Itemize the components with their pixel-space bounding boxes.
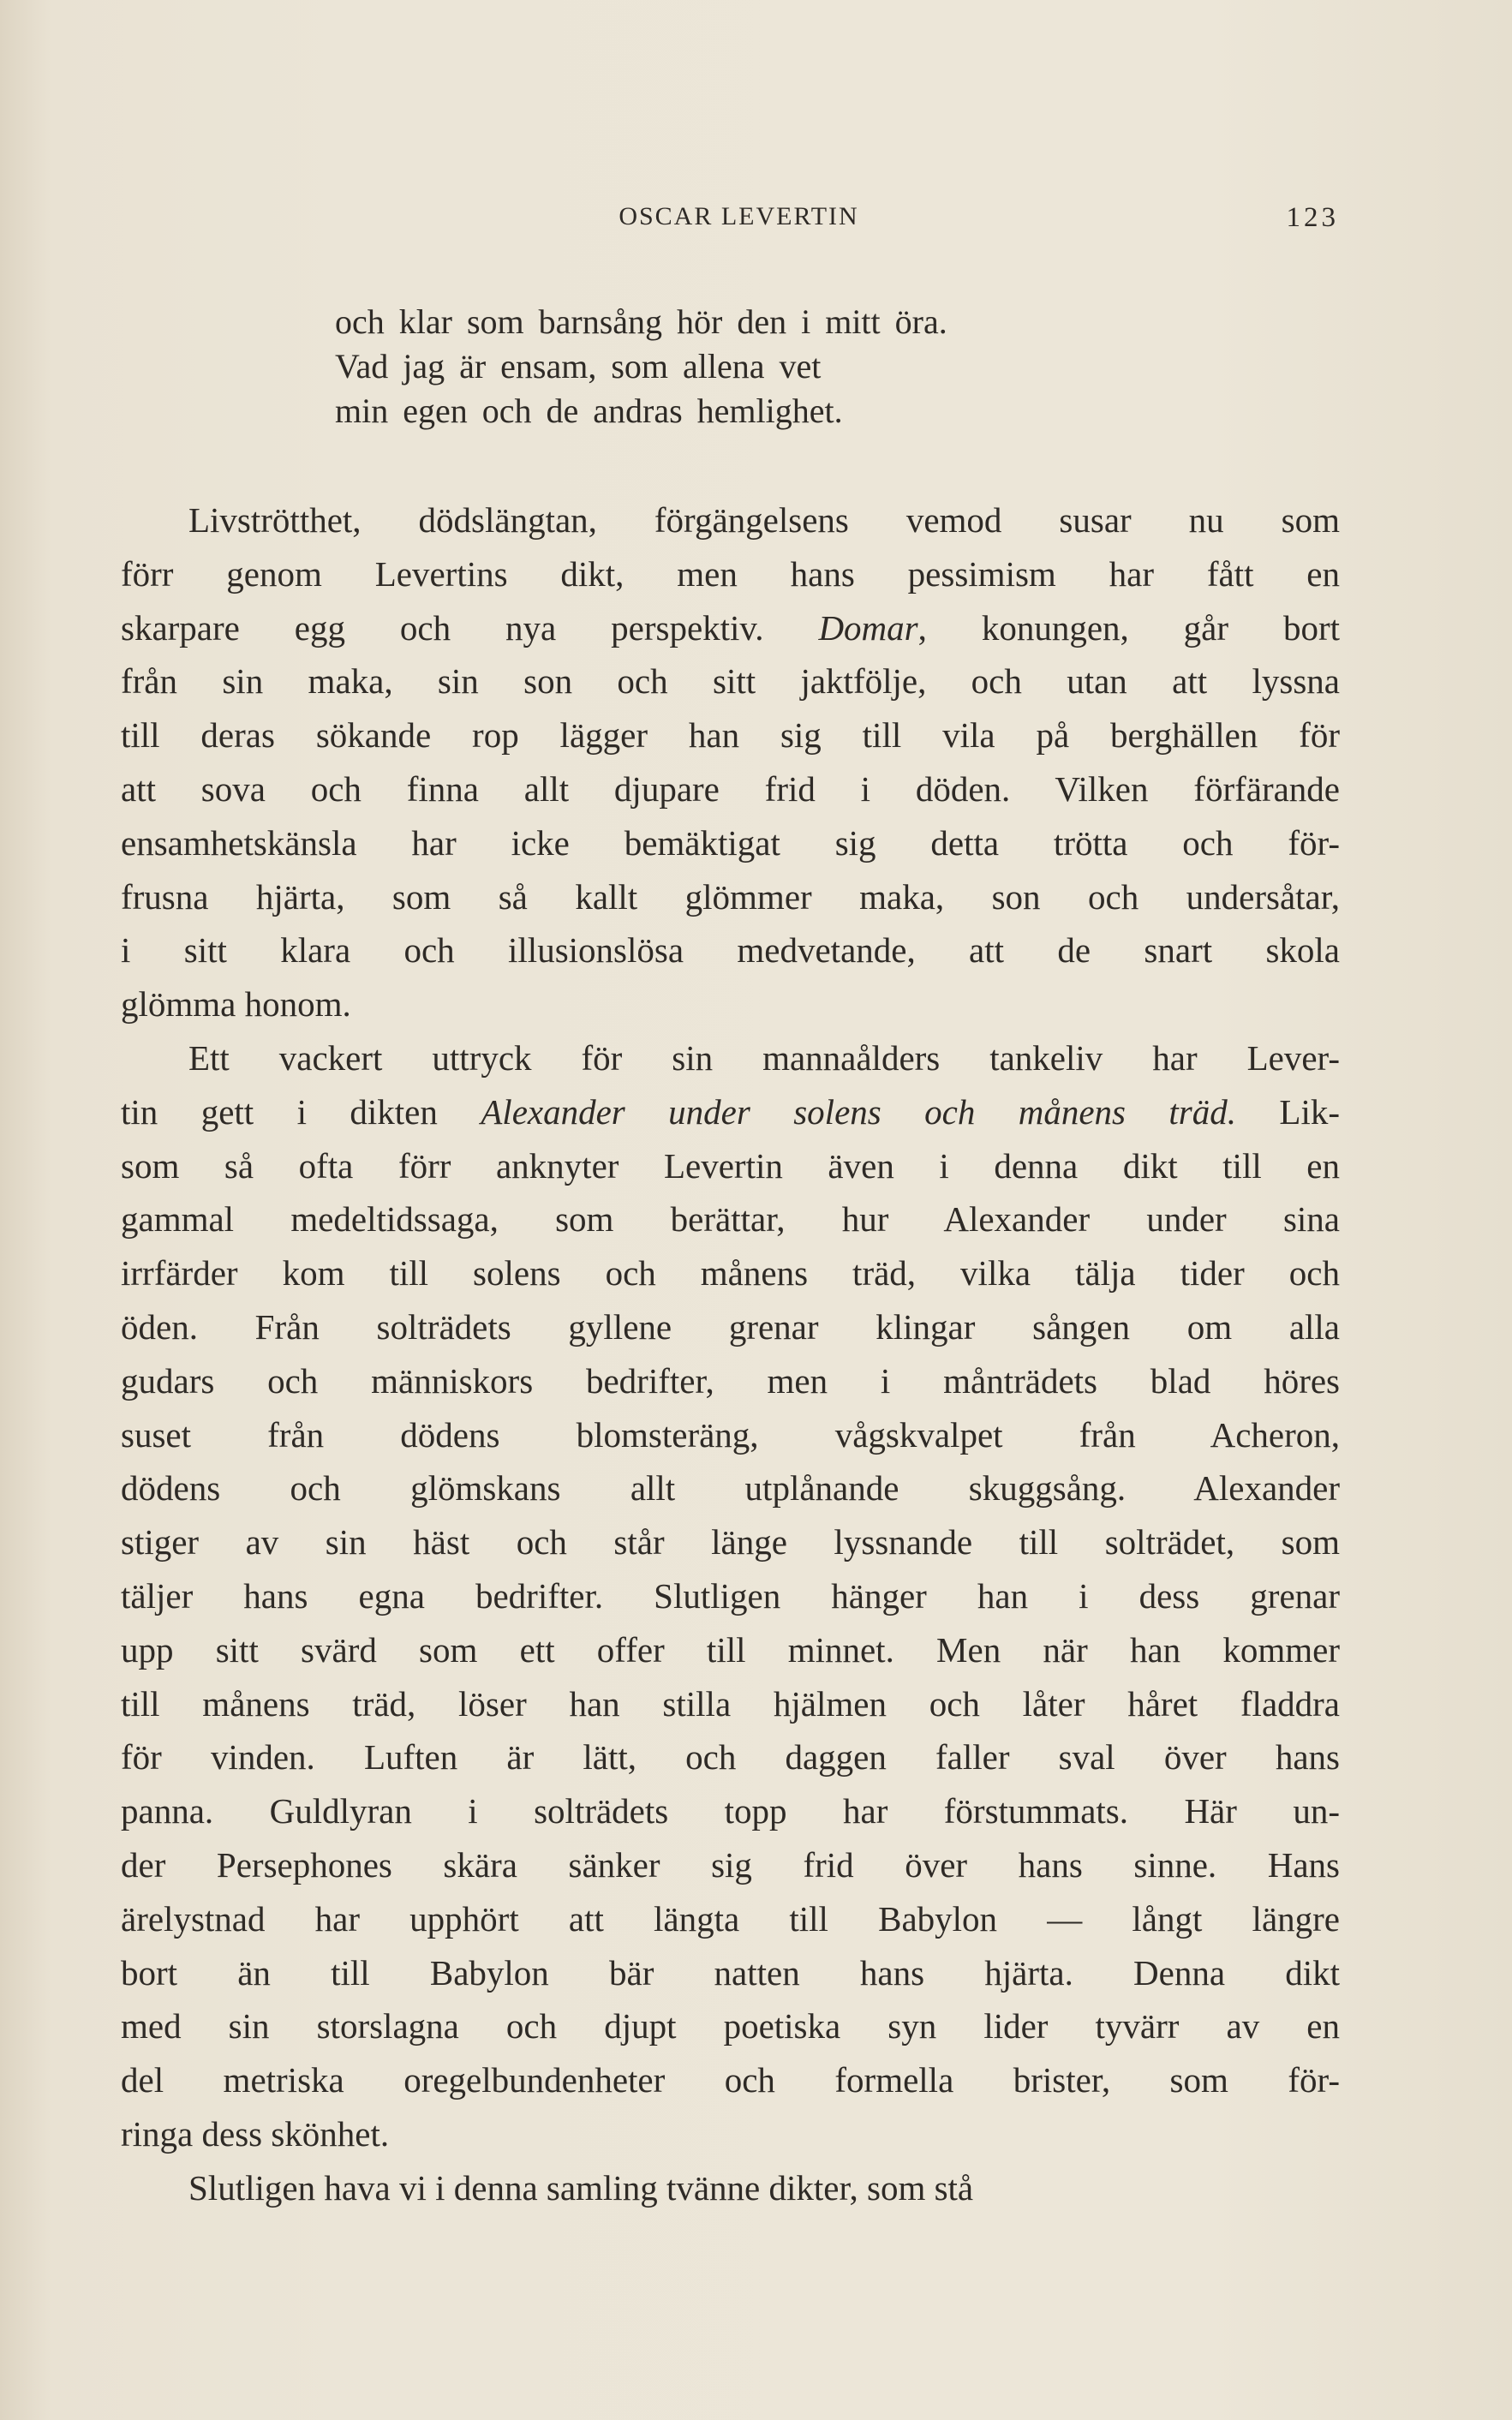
text-line: ärelystnad har upphört att längta till Babylon — långt längre [121, 1898, 1340, 1939]
text-line [121, 601, 1340, 655]
page-header [0, 202, 1512, 236]
paragraph-first-line: Ett vackert uttryck för sin mannaålders tankeliv har Lever- [188, 1037, 1340, 1078]
text-line: gammal medeltidssaga, som berättar, hur Alexander under sina [121, 1199, 1340, 1240]
work-title: Alexander under solens och månens träd. [481, 1091, 1236, 1132]
text-line: panna. Guldlyran i solträdets topp har förstummats. Här un- [121, 1791, 1340, 1831]
text-line: med sin storslagna och djupt poetiska syn lider tyvärr av en [121, 2006, 1340, 2047]
text-segment: , konungen, går bort [917, 607, 1341, 648]
text-line: till deras sökande rop lägger han sig till vila på berghällen för [121, 715, 1340, 756]
text-segment: skarpare egg och nya perspektiv. [121, 607, 819, 648]
text-line: frusna hjärta, som så kallt glömmer maka, son och undersåtar, [121, 876, 1340, 917]
text-line: stiger av sin häst och står länge lyssnande till solträdet, som [121, 1522, 1340, 1563]
text-line: förr genom Levertins dikt, men hans pessimism har fått en [121, 553, 1340, 594]
poem-line: och klar som barnsång hör den i mitt öra. [335, 302, 947, 341]
poem-excerpt [335, 300, 947, 433]
work-title: Domar [818, 607, 918, 648]
text-segment: Lik- [1236, 1091, 1340, 1132]
poem-line: Vad jag är ensam, som allena vet [335, 347, 822, 385]
text-line: till månens träd, löser han stilla hjälmen och låter håret fladdra [121, 1683, 1340, 1724]
text-line: ringa dess skönhet. [121, 2113, 390, 2154]
text-line: att sova och finna allt djupare frid i döden. Vilken förfärande [121, 768, 1340, 809]
text-line: som så ofta förr anknyter Levertin även i denna dikt till en [121, 1145, 1340, 1186]
running-head: OSCAR LEVERTIN [619, 202, 859, 230]
text-line: från sin maka, sin son och sitt jaktfölje, och utan att lyssna [121, 661, 1340, 702]
text-line [121, 1085, 1340, 1139]
paragraph-first-line: Livströtthet, dödslängtan, förgängelsens vemod susar nu som [188, 500, 1340, 540]
text-line: ensamhetskänsla har icke bemäktigat sig detta trötta och för- [121, 822, 1340, 863]
body-text [121, 493, 1340, 2215]
text-line: i sitt klara och illusionslösa medvetande, att de snart skola [121, 930, 1340, 971]
text-line: glömma honom. [121, 984, 351, 1025]
text-segment: tin gett i dikten [121, 1091, 481, 1132]
text-line: gudars och människors bedrifter, men i månträdets blad höres [121, 1360, 1340, 1401]
poem-line: min egen och de andras hemlighet. [335, 391, 843, 430]
text-line: öden. Från solträdets gyllene grenar klingar sången om alla [121, 1306, 1340, 1347]
text-line: bort än till Babylon bär natten hans hjärta. Denna dikt [121, 1952, 1340, 1993]
page-number: 123 [1286, 202, 1339, 233]
text-line: täljer hans egna bedrifter. Slutligen hänger han i dess grenar [121, 1575, 1340, 1616]
text-line: för vinden. Luften är lätt, och daggen faller sval över hans [121, 1737, 1340, 1778]
text-line: upp sitt svärd som ett offer till minnet. Men när han kommer [121, 1629, 1340, 1670]
text-line: dödens och glömskans allt utplånande skuggsång. Alexander [121, 1468, 1340, 1509]
text-line: suset från dödens blomsteräng, vågskvalpet från Acheron, [121, 1414, 1340, 1455]
text-line: irrfärder kom till solens och månens träd, vilka tälja tider och [121, 1253, 1340, 1294]
text-line: del metriska oregelbundenheter och formella brister, som för- [121, 2060, 1340, 2100]
text-line: der Persephones skära sänker sig frid över hans sinne. Hans [121, 1844, 1340, 1885]
paragraph-first-line: Slutligen hava vi i denna samling tvänne dikter, som stå [188, 2167, 974, 2208]
